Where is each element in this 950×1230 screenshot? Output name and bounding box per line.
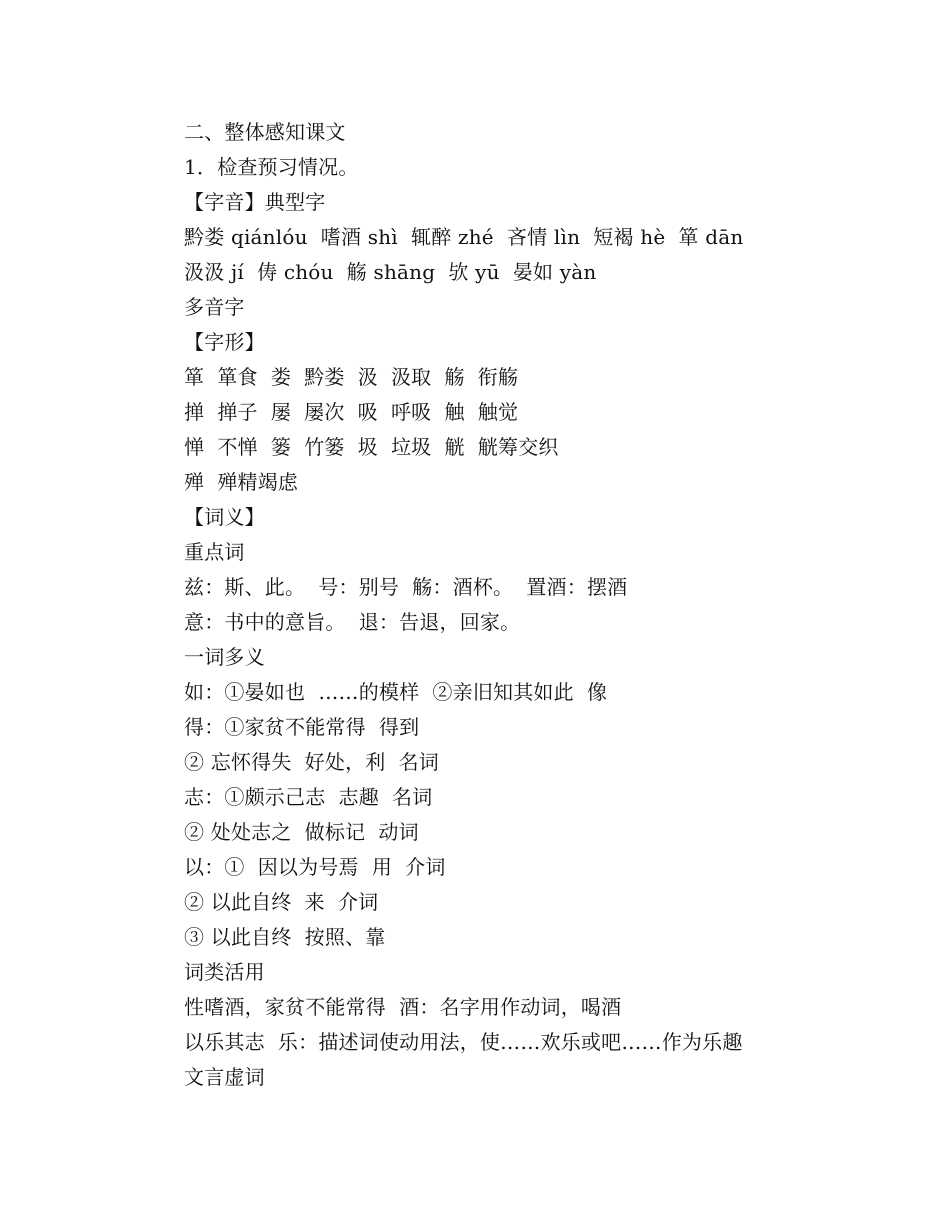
key-words-line-1: 兹：斯、此。 号：别号 觞：酒杯。 置酒：摆酒 bbox=[184, 575, 628, 599]
item-check-preview: 1．检查预习情况。 bbox=[184, 155, 359, 179]
character-form-line-2: 掸 掸子 屡 屡次 吸 呼吸 触 触觉 bbox=[184, 400, 519, 424]
subheading-key-words: 重点词 bbox=[184, 540, 245, 564]
character-form-line-4: 殚 殚精竭虑 bbox=[184, 470, 299, 494]
pronunciation-line-2: 汲汲 jí 俦 chóu 觞 shāng 欤 yū 晏如 yàn bbox=[184, 260, 597, 284]
document-body bbox=[184, 115, 824, 1095]
character-form-line-1: 箪 箪食 娄 黔娄 汲 汲取 觞 衔觞 bbox=[184, 365, 519, 389]
subheading-character-form: 【字形】 bbox=[184, 330, 265, 354]
polysemy-yi-3: ③ 以此自终 按照、靠 bbox=[184, 925, 386, 949]
word-class-shift-line-1: 性嗜酒，家贫不能常得 酒：名字用作动词，喝酒 bbox=[184, 995, 622, 1019]
polysemy-zhi-2: ② 处处志之 做标记 动词 bbox=[184, 820, 419, 844]
polysemy-de-1: 得：①家贫不能常得 得到 bbox=[184, 715, 420, 739]
pronunciation-line-1: 黔娄 qiánlóu 嗜酒 shì 辄醉 zhé 吝情 lìn 短褐 hè 箪 dān bbox=[184, 225, 744, 249]
polysemy-yi-2: ② 以此自终 来 介词 bbox=[184, 890, 379, 914]
subheading-function-words: 文言虚词 bbox=[184, 1065, 265, 1089]
key-words-line-2: 意：书中的意旨。 退：告退，回家。 bbox=[184, 610, 521, 634]
subheading-polysemy: 一词多义 bbox=[184, 645, 265, 669]
word-class-shift-line-2: 以乐其志 乐：描述词使动用法，使……欢乐或吧……作为乐趣 bbox=[184, 1030, 743, 1054]
character-form-line-3: 惮 不惮 篓 竹篓 圾 垃圾 觥 觥筹交织 bbox=[184, 435, 559, 459]
subheading-polyphonic: 多音字 bbox=[184, 295, 245, 319]
section-heading-overview: 二、整体感知课文 bbox=[184, 120, 346, 144]
subheading-pronunciation: 【字音】典型字 bbox=[184, 190, 326, 214]
polysemy-de-2: ② 忘怀得失 好处，利 名词 bbox=[184, 750, 439, 774]
polysemy-ru: 如：①晏如也 ……的模样 ②亲旧知其如此 像 bbox=[184, 680, 608, 704]
polysemy-zhi-1: 志：①颇示己志 志趣 名词 bbox=[184, 785, 433, 809]
polysemy-yi-1: 以：① 因以为号焉 用 介词 bbox=[184, 855, 446, 879]
subheading-word-class-shift: 词类活用 bbox=[184, 960, 265, 984]
subheading-word-meaning: 【词义】 bbox=[184, 505, 265, 529]
